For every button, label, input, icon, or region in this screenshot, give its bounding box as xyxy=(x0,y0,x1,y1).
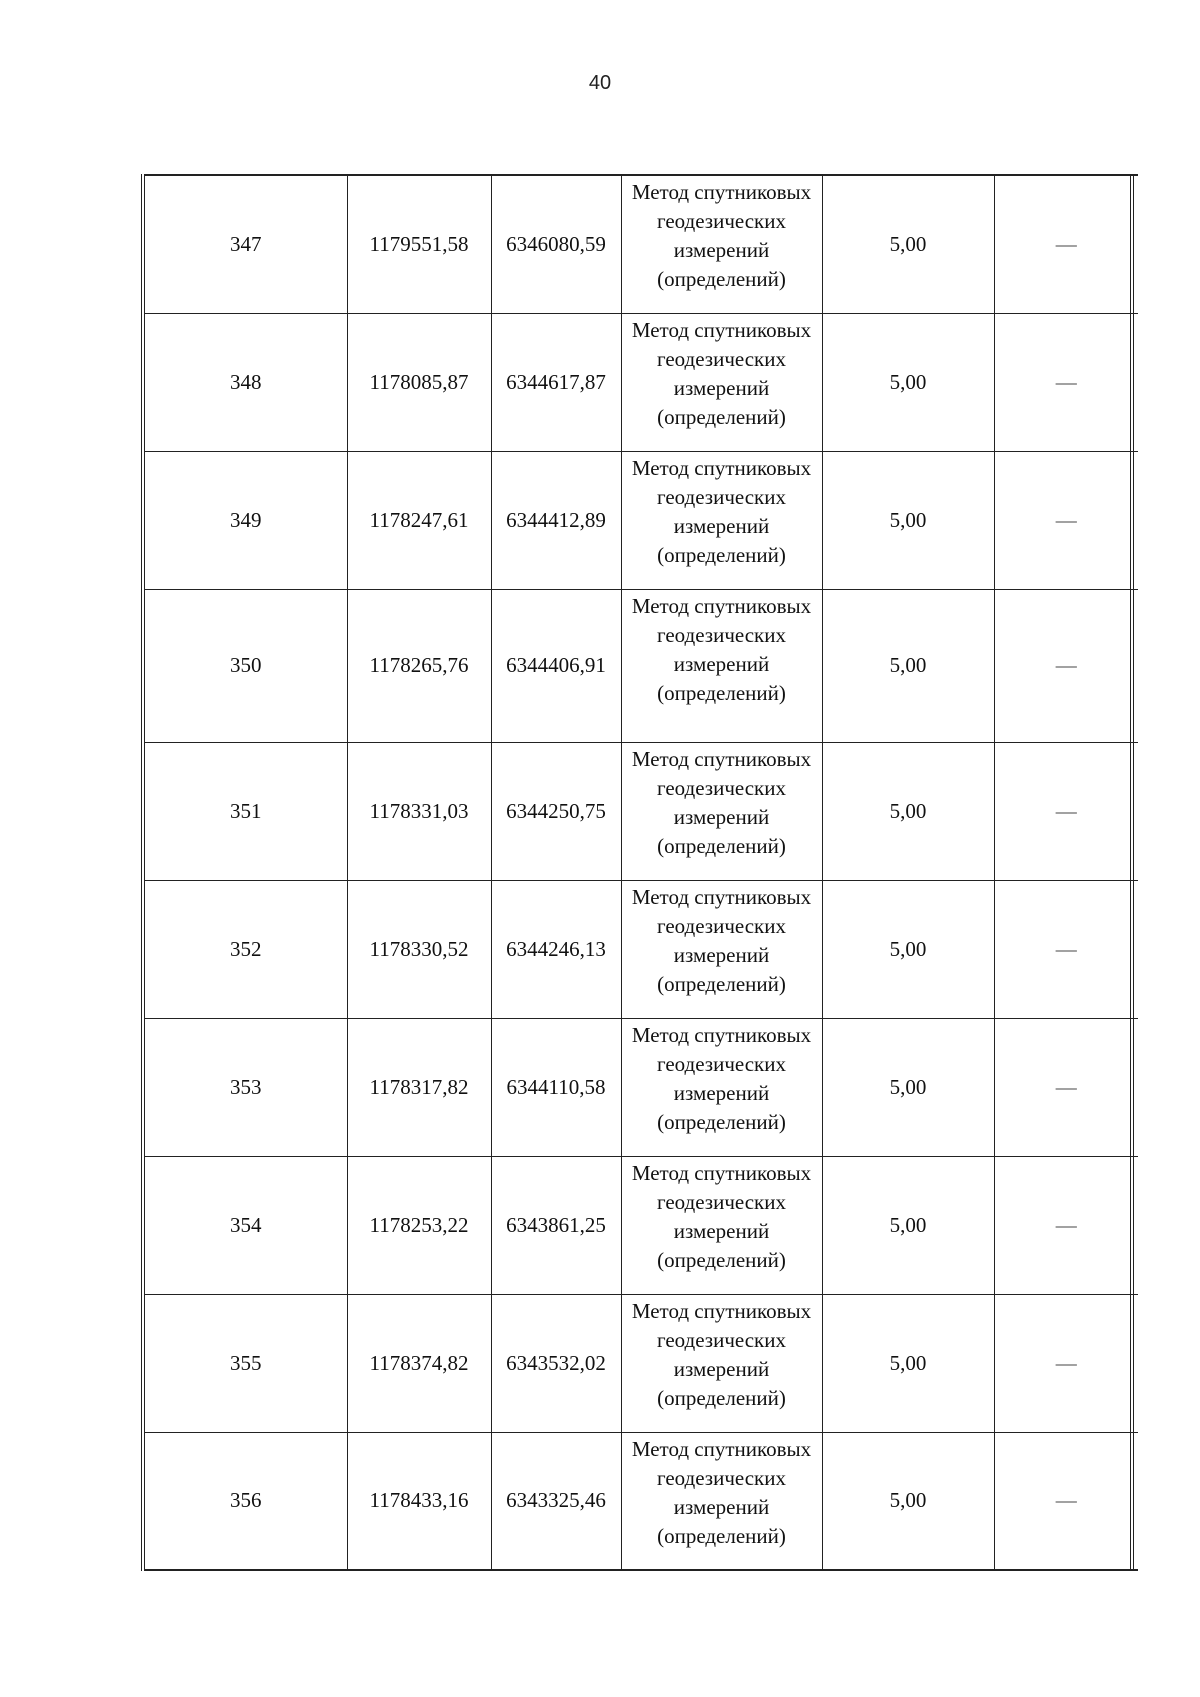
x-coordinate-cell: 1178330,52 xyxy=(347,880,491,1018)
y-coordinate-cell: 6343325,46 xyxy=(491,1432,621,1570)
accuracy-cell: 5,00 xyxy=(822,1018,994,1156)
note-cell: — xyxy=(994,1018,1138,1156)
accuracy-cell: 5,00 xyxy=(822,1432,994,1570)
y-coordinate-cell: 6343532,02 xyxy=(491,1294,621,1432)
y-coordinate-cell: 6344412,89 xyxy=(491,451,621,589)
method-cell: Метод спутниковых геодезических измерений (определений) xyxy=(621,589,822,742)
point-number-cell: 349 xyxy=(145,451,347,589)
note-cell: — xyxy=(994,175,1138,313)
method-cell: Метод спутниковых геодезических измерений (определений) xyxy=(621,1432,822,1570)
table-row xyxy=(145,175,1138,313)
page-number: 40 xyxy=(588,72,612,94)
x-coordinate-cell: 1178253,22 xyxy=(347,1156,491,1294)
accuracy-cell: 5,00 xyxy=(822,175,994,313)
point-number-cell: 354 xyxy=(145,1156,347,1294)
y-coordinate-cell: 6344406,91 xyxy=(491,589,621,742)
accuracy-cell: 5,00 xyxy=(822,451,994,589)
method-cell: Метод спутниковых геодезических измерений (определений) xyxy=(621,742,822,880)
point-number-cell: 353 xyxy=(145,1018,347,1156)
accuracy-cell: 5,00 xyxy=(822,880,994,1018)
x-coordinate-cell: 1178317,82 xyxy=(347,1018,491,1156)
x-coordinate-cell: 1178433,16 xyxy=(347,1432,491,1570)
y-coordinate-cell: 6343861,25 xyxy=(491,1156,621,1294)
table-row xyxy=(145,1018,1138,1156)
point-number-cell: 352 xyxy=(145,880,347,1018)
note-cell: — xyxy=(994,1156,1138,1294)
y-coordinate-cell: 6344110,58 xyxy=(491,1018,621,1156)
y-coordinate-cell: 6344250,75 xyxy=(491,742,621,880)
point-number-cell: 356 xyxy=(145,1432,347,1570)
method-cell: Метод спутниковых геодезических измерений (определений) xyxy=(621,880,822,1018)
coordinates-table xyxy=(141,174,1134,1571)
note-cell: — xyxy=(994,589,1138,742)
table-row xyxy=(145,451,1138,589)
y-coordinate-cell: 6344246,13 xyxy=(491,880,621,1018)
table-row xyxy=(145,880,1138,1018)
accuracy-cell: 5,00 xyxy=(822,742,994,880)
x-coordinate-cell: 1178331,03 xyxy=(347,742,491,880)
accuracy-cell: 5,00 xyxy=(822,589,994,742)
table-row xyxy=(145,589,1138,742)
accuracy-cell: 5,00 xyxy=(822,1156,994,1294)
x-coordinate-cell: 1178265,76 xyxy=(347,589,491,742)
table-row xyxy=(145,742,1138,880)
y-coordinate-cell: 6344617,87 xyxy=(491,313,621,451)
note-cell: — xyxy=(994,313,1138,451)
accuracy-cell: 5,00 xyxy=(822,1294,994,1432)
table-row xyxy=(145,1294,1138,1432)
point-number-cell: 350 xyxy=(145,589,347,742)
point-number-cell: 347 xyxy=(145,175,347,313)
x-coordinate-cell: 1178085,87 xyxy=(347,313,491,451)
method-cell: Метод спутниковых геодезических измерений (определений) xyxy=(621,313,822,451)
accuracy-cell: 5,00 xyxy=(822,313,994,451)
note-cell: — xyxy=(994,1432,1138,1570)
table-row xyxy=(145,1432,1138,1570)
y-coordinate-cell: 6346080,59 xyxy=(491,175,621,313)
table-row xyxy=(145,1156,1138,1294)
x-coordinate-cell: 1178374,82 xyxy=(347,1294,491,1432)
note-cell: — xyxy=(994,742,1138,880)
point-number-cell: 355 xyxy=(145,1294,347,1432)
method-cell: Метод спутниковых геодезических измерений (определений) xyxy=(621,1018,822,1156)
method-cell: Метод спутниковых геодезических измерений (определений) xyxy=(621,1294,822,1432)
method-cell: Метод спутниковых геодезических измерений (определений) xyxy=(621,175,822,313)
table-row xyxy=(145,313,1138,451)
method-cell: Метод спутниковых геодезических измерений (определений) xyxy=(621,1156,822,1294)
point-number-cell: 351 xyxy=(145,742,347,880)
note-cell: — xyxy=(994,880,1138,1018)
note-cell: — xyxy=(994,451,1138,589)
method-cell: Метод спутниковых геодезических измерений (определений) xyxy=(621,451,822,589)
x-coordinate-cell: 1179551,58 xyxy=(347,175,491,313)
point-number-cell: 348 xyxy=(145,313,347,451)
x-coordinate-cell: 1178247,61 xyxy=(347,451,491,589)
note-cell: — xyxy=(994,1294,1138,1432)
